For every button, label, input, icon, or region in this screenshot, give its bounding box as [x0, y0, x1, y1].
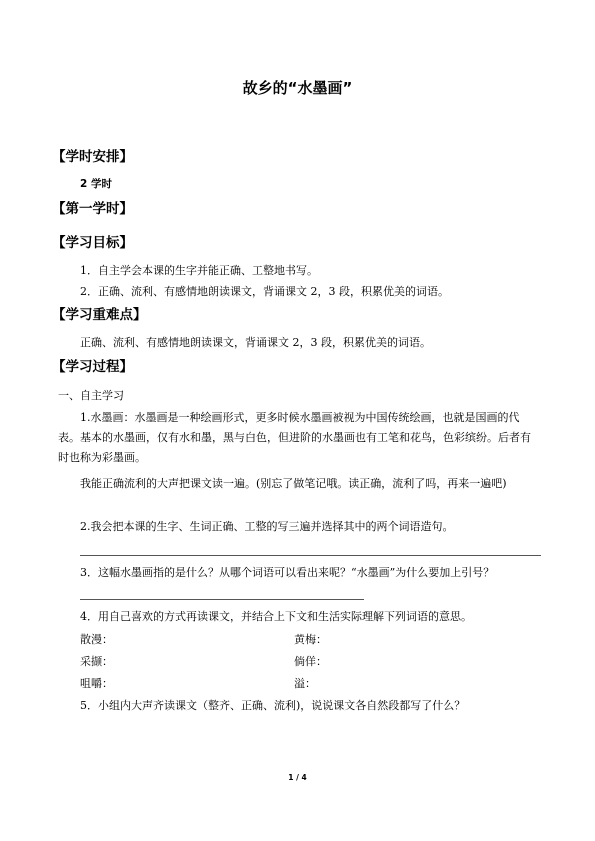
page-number: 1 / 4	[288, 773, 307, 782]
document-title: 故乡的“水墨画”	[242, 79, 353, 97]
goal-item-2: 2．正确、流利、有感情地朗读课文，背诵课文 2，3 段，积累优美的词语。	[80, 285, 449, 298]
item-4-text: 4．用自己喜欢的方式再读课文，并结合上下文和生活实际理解下列词语的意思。	[80, 610, 472, 623]
answer-line-2[interactable]	[80, 599, 364, 600]
goal-item-1: 1．自主学会本课的生字并能正确、工整地书写。	[80, 264, 318, 277]
item-2-text: 2.我会把本课的生字、生词正确、工整的写三遍并选择其中的两个词语造句。	[80, 520, 454, 533]
vocab-item: 溢：	[294, 677, 316, 690]
vocab-item: 采撷：	[80, 655, 113, 668]
key-points-text: 正确、流利、有感情地朗读课文，背诵课文 2，3 段，积累优美的词语。	[80, 336, 431, 349]
item-5-text: 5．小组内大声齐读课文（整齐、正确、流利)，说说课文各自然段都写了什么？	[80, 699, 466, 712]
vocab-item: 散漫：	[80, 633, 113, 646]
first-lesson-heading: 【第一学时】	[52, 201, 133, 217]
process-heading: 【学习过程】	[52, 359, 133, 375]
answer-line-1[interactable]	[80, 555, 541, 556]
part1-title: 一、自主学习	[58, 389, 124, 402]
vocab-item: 倘佯：	[294, 655, 327, 668]
item-1-extra-paragraph: 我能正确流利的大声把课文读一遍。(别忘了做笔记哦。读正确，流利了吗，再来一遍吧)	[80, 477, 507, 490]
goals-heading: 【学习目标】	[52, 235, 133, 251]
key-points-heading: 【学习重难点】	[52, 307, 147, 323]
schedule-heading: 【学时安排】	[52, 149, 133, 165]
vocab-item: 黄梅：	[294, 633, 327, 646]
vocab-item: 咀嚼：	[80, 677, 113, 690]
schedule-value: 2 学时	[80, 178, 112, 190]
item-3-text: 3．这幅水墨画指的是什么？从哪个词语可以看出来呢？“水墨画”为什么要加上引号？	[80, 566, 495, 579]
item-1-paragraph: 1.水墨画：水墨画是一种绘画形式，更多时候水墨画被视为中国传统绘画，也就是国画的代表。基本的水墨画，仅有水和墨，黑与白色，但进阶的水墨画也有工笔和花鸟，色彩缤纷。后者有时也称为彩墨画。	[58, 411, 531, 464]
